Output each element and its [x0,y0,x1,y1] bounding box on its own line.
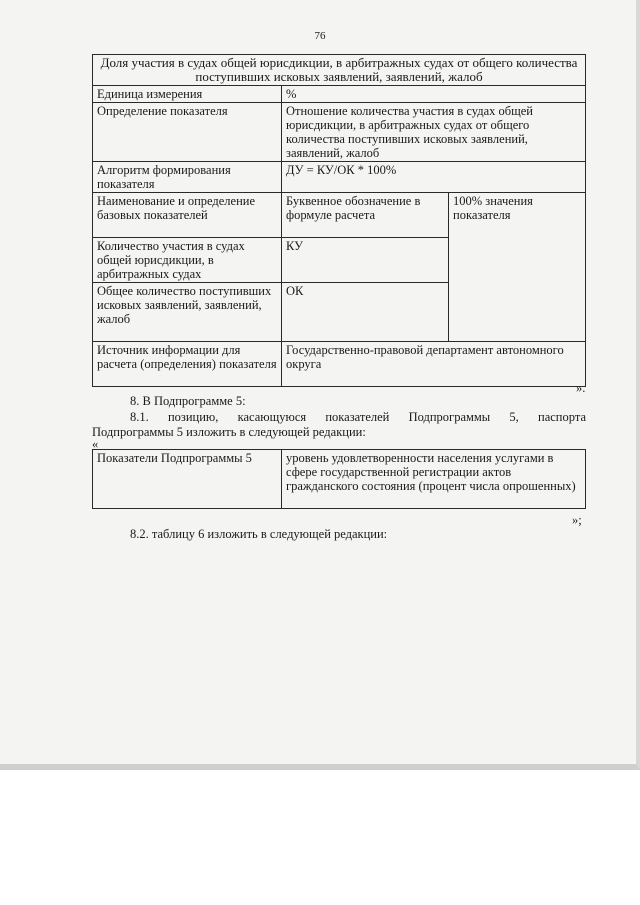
subprogram-indicators-label: Показатели Подпрограммы 5 [93,450,282,509]
subprogram-indicators-value: уровень удовлетворенности населения услугами в сфере государственной регистрации актов гражданского состояния (процент числа опрошенных) [282,450,586,509]
algorithm-label: Алгоритм формирования показателя [93,162,282,193]
letter-designation-label: Буквенное обозначение в формуле расчета [282,193,449,238]
base-indicators-label: Наименование и определение базовых показателей [93,193,282,238]
ok-value: ОК [282,283,449,342]
definition-value: Отношение количества участия в судах общей юрисдикции, в арбитражных судах от общего количества поступивших исковых заявлений, заявлений, жалоб [282,103,586,162]
closing-quote-1: ». [576,381,586,395]
algorithm-value: ДУ = КУ/ОК * 100% [282,162,586,193]
closing-quote-2: »; [572,513,582,527]
source-label: Источник информации для расчета (определения) показателя [93,342,282,387]
source-value: Государственно-правовой департамент автономного округа [282,342,586,387]
ok-label: Общее количество поступивших исковых заявлений, заявлений, жалоб [93,283,282,342]
paragraph-8: 8. В Подпрограмме 5: [130,394,246,408]
ku-value: КУ [282,238,449,283]
ku-label: Количество участия в судах общей юрисдикции, в арбитражных судах [93,238,282,283]
paragraph-8-1-line-1: 8.1. позицию, касающуюся показателей Подпрограммы 5, паспорта [130,410,586,424]
subprogram-indicators-table [92,449,586,509]
page-number: 76 [314,30,326,42]
definition-label: Определение показателя [93,103,282,162]
indicator-table [92,54,586,387]
indicator-title: Доля участия в судах общей юрисдикции, в арбитражных судах от общего количества поступивших исковых заявлений, заявлений, жалоб [93,55,586,86]
unit-value: % [282,86,586,103]
opening-quote: « [92,437,99,451]
unit-label: Единица измерения [93,86,282,103]
indicator-value-label: 100% значения показателя [449,193,586,342]
paragraph-8-1-line-2: Подпрограммы 5 изложить в следующей редакции: [92,425,366,439]
paragraph-8-2: 8.2. таблицу 6 изложить в следующей редакции: [130,527,388,541]
